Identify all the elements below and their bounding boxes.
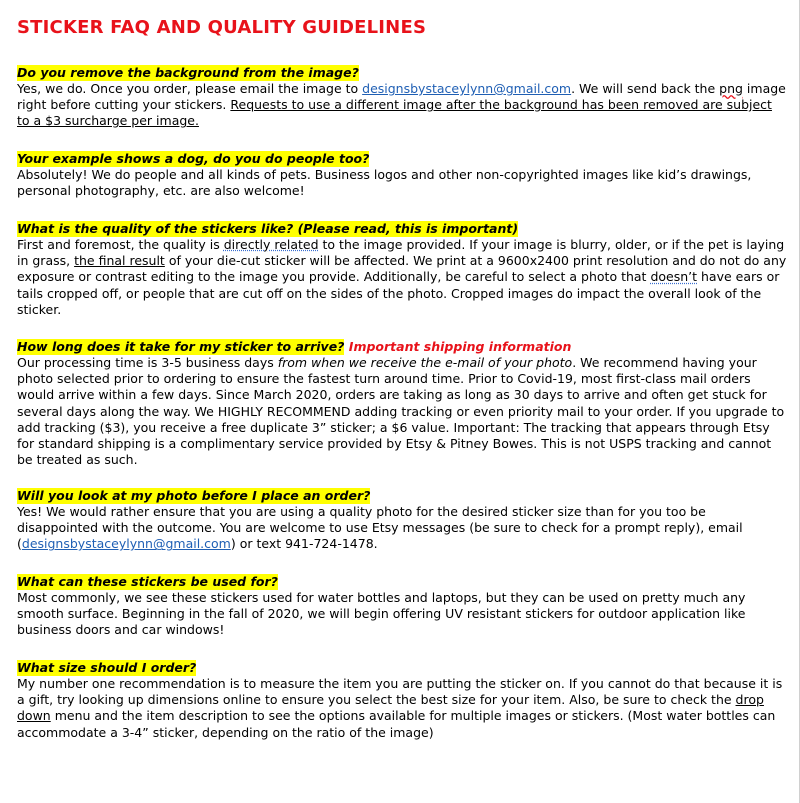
faq-answer: Yes, we do. Once you order, please email the image to designsbystaceylynn@gmail.com. We will send back the png image right before cutting your stickers. Requests to use a different image after the background has been removed are subject to a $3 surcharge per image. (17, 81, 786, 129)
faq-section-uses (17, 571, 787, 639)
faq-section-shipping (17, 336, 787, 468)
faq-section-photo-review (17, 485, 787, 553)
email-link[interactable]: designsbystaceylynn@gmail.com (21, 536, 231, 552)
faq-question: Do you remove the background from the image? (17, 65, 359, 80)
faq-question: What is the quality of the stickers like? (Please read, this is important) (17, 221, 519, 236)
faq-question: What can these stickers be used for? (17, 574, 278, 589)
faq-answer: Our processing time is 3-5 business days from when we receive the e-mail of your photo. We recommend having your photo selected prior to ordering to ensure the fastest turn around time. Prior to Covid-19, most first-class mail orders would arrive within a few days. Since March 2020, orders are taking as long as 30 days to arrive and often get stuck for several days along the way. We HIGHLY RECOMMEND adding tracking or even priority mail to your order. If you upgrade to add tracking ($3), you receive a free duplicate 3” sticker; a $6 value. Important: The tracking that appears through Etsy for standard shipping is a complimentary service provided by Etsy & Pitney Bowes. This is not USPS tracking and cannot be treated as such. (17, 355, 785, 468)
faq-section-quality (17, 218, 787, 318)
faq-answer: My number one recommendation is to measure the item you are putting the sticker on. If you cannot do that because it is a gift, try looking up dimensions online to ensure you select the best size for your item. Also, be sure to check the drop down menu and the item description to see the options available for multiple images or stickers. (Most water bottles can accommodate a 3-4” sticker, depending on the ratio of the image) (17, 676, 783, 740)
faq-section-people (17, 148, 787, 199)
faq-answer: Most commonly, we see these stickers used for water bottles and laptops, but they can be used on pretty much any smooth surface. Beginning in the fall of 2020, we will begin offering UV resistant stickers for outdoor application like business doors and car windows! (17, 590, 746, 638)
faq-question-line (17, 336, 787, 355)
document-title: STICKER FAQ AND QUALITY GUIDELINES (17, 17, 427, 38)
faq-question: Will you look at my photo before I place an order? (17, 488, 371, 503)
faq-section-background (17, 62, 787, 130)
shipping-notice: Important shipping information (344, 339, 572, 354)
faq-question: How long does it take for my sticker to arrive? (17, 339, 345, 354)
faq-question: Your example shows a dog, do you do people too? (17, 151, 370, 166)
faq-answer: Yes! We would rather ensure that you are using a quality photo for the desired sticker size than for you too be disappointed with the outcome. You are welcome to use Etsy messages (be sure to check for a prompt reply), email (designsbystaceylynn@gmail.com) or text 941-724-1478. (17, 504, 743, 552)
email-link[interactable]: designsbystaceylynn@gmail.com (362, 81, 572, 96)
faq-section-size (17, 657, 787, 741)
faq-answer: First and foremost, the quality is directly related to the image provided. If your image is blurry, older, or if the pet is laying in grass, the final result of your die-cut sticker will be affected. We print at a 9600x2400 print resolution and do not do any exposure or contrast editing to the image you provide. Additionally, be careful to select a photo that doesn’t have ears or tails cropped off, or people that are cut off on the sides of the photo. Cropped images do impact the overall look of the sticker. (17, 237, 787, 317)
faq-answer: Absolutely! We do people and all kinds of pets. Business logos and other non-copyrighted images like kid’s drawings, personal photography, etc. are also welcome! (17, 167, 752, 199)
faq-question: What size should I order? (17, 660, 197, 675)
